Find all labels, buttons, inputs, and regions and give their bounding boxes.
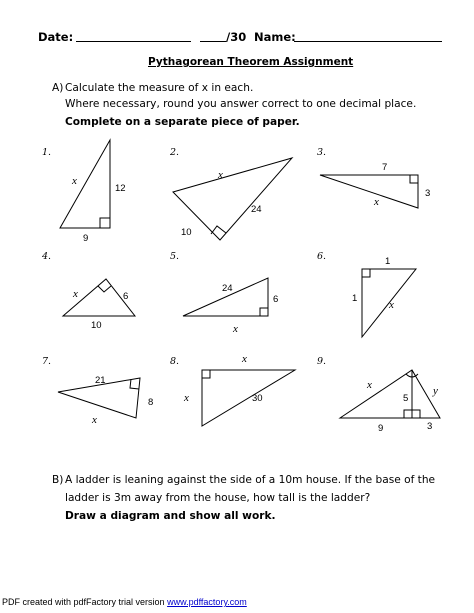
right-angle-marker-9b	[412, 410, 420, 418]
part-a-letter: A)	[52, 82, 64, 94]
part-a-line2: Where necessary, round you answer correct to one decimal place.	[65, 98, 417, 110]
score-suffix: /30	[226, 30, 247, 44]
date-label: Date:	[38, 30, 74, 44]
problem-4-number: 4.	[42, 251, 52, 262]
problem-8-side-label: x	[184, 392, 189, 404]
problem-9-right-base-label: 3	[427, 421, 433, 432]
part-b-line2: ladder is 3m away from the house, how tall is the ladder?	[65, 492, 371, 504]
problem-7-number: 7.	[42, 356, 52, 367]
problem-5-side-label: 6	[273, 294, 279, 305]
name-label: Name:	[254, 30, 296, 44]
problem-2-hypotenuse-label: x	[218, 169, 223, 181]
problem-4-base-label: 10	[91, 320, 102, 331]
triangle-3	[320, 175, 418, 208]
right-angle-marker-5	[260, 308, 268, 316]
problem-8-top-label: x	[242, 353, 247, 365]
problem-7-bottom-label: x	[92, 414, 97, 426]
problem-9-altitude-label: 5	[403, 393, 409, 404]
problem-9-left-label: x	[367, 379, 372, 391]
problem-8-hypotenuse-label: 30	[252, 393, 263, 404]
problem-7-top-label: 21	[95, 375, 106, 386]
problem-5-hypotenuse-label: 24	[222, 283, 233, 294]
problem-1-hypotenuse-label: x	[72, 175, 77, 187]
problem-9-left-base-label: 9	[378, 423, 384, 434]
problem-6-top-label: 1	[385, 256, 391, 267]
footer	[2, 597, 247, 607]
part-b-letter: B)	[52, 474, 64, 486]
right-angle-marker-4	[98, 286, 111, 292]
problem-3-hypotenuse-label: x	[374, 196, 379, 208]
part-b-line1: A ladder is leaning against the side of a 10m house. If the base of the	[65, 474, 436, 486]
part-b-line3: Draw a diagram and show all work.	[65, 510, 276, 522]
problem-4-leg-label: x	[73, 288, 78, 300]
footer-prefix: PDF created with pdfFactory trial version	[2, 597, 165, 607]
problem-5-base-label: x	[233, 323, 238, 335]
problem-7-side-label: 8	[148, 397, 154, 408]
problem-8-number: 8.	[170, 356, 180, 367]
problem-3-number: 3.	[317, 147, 327, 158]
part-a-line1: Calculate the measure of x in each.	[65, 82, 254, 94]
problem-1-leg-label: 12	[115, 183, 126, 194]
part-a-line3: Complete on a separate piece of paper.	[65, 116, 300, 128]
right-angle-marker-9a	[404, 410, 412, 418]
footer-link[interactable]: www.pdffactory.com	[167, 597, 247, 607]
problem-2-leg-label: 24	[251, 204, 262, 215]
problem-6-number: 6.	[317, 251, 327, 262]
problem-2-base-label: 10	[181, 227, 192, 238]
triangle-1	[60, 140, 110, 228]
problem-9-number: 9.	[317, 356, 327, 367]
problem-5-number: 5.	[170, 251, 180, 262]
problem-1-base-label: 9	[83, 233, 89, 244]
right-angle-marker-8	[202, 370, 210, 378]
triangle-8	[202, 370, 295, 426]
right-angle-marker-7	[130, 379, 139, 389]
problem-3-top-label: 7	[382, 162, 388, 173]
problem-6-side-label: 1	[352, 293, 358, 304]
problem-3-side-label: 3	[425, 188, 431, 199]
right-angle-marker-6	[362, 269, 370, 277]
triangle-9	[340, 370, 440, 418]
problem-9-right-label: y	[433, 385, 438, 397]
problem-2-number: 2.	[170, 147, 180, 158]
right-angle-marker-1	[100, 218, 110, 228]
problem-4-side-label: 6	[123, 291, 129, 302]
page-title: Pythagorean Theorem Assignment	[148, 56, 354, 68]
right-angle-marker-3	[410, 175, 418, 183]
problem-6-hypotenuse-label: x	[389, 299, 394, 311]
problem-1-number: 1.	[42, 147, 52, 158]
